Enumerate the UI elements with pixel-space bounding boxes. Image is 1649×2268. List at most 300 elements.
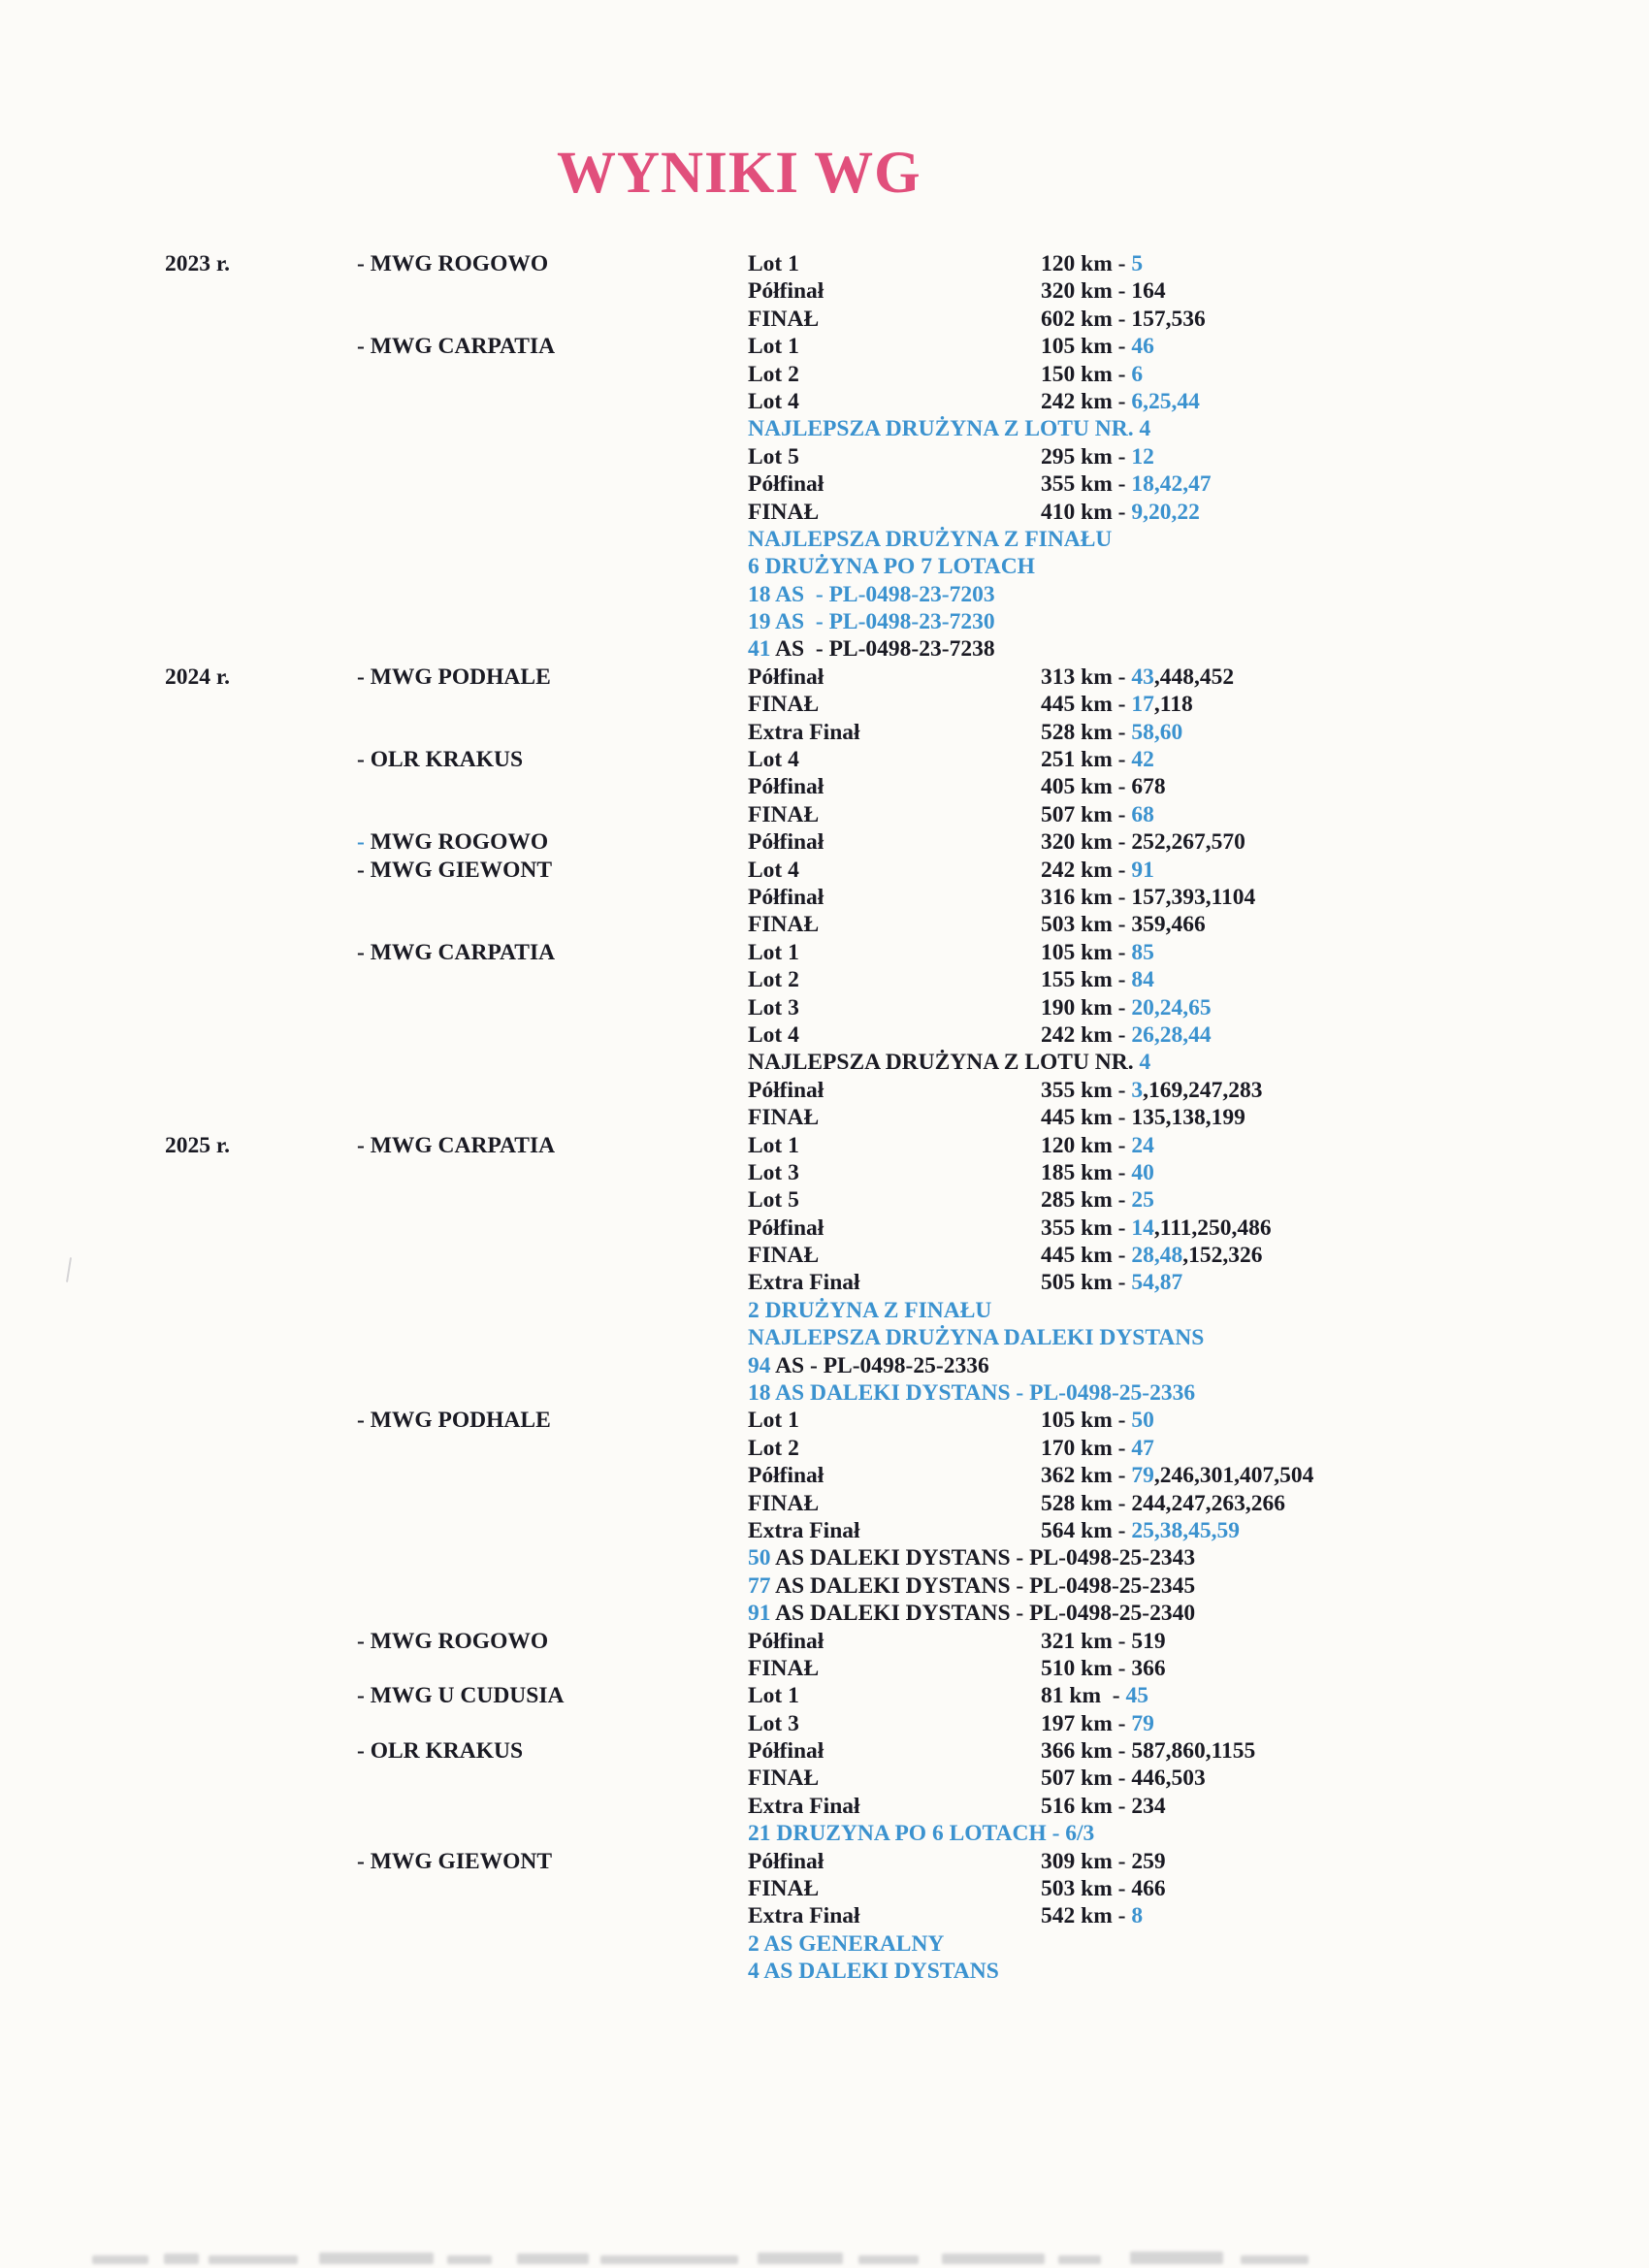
result-value	[1041, 333, 1154, 360]
ink-text: 313 km -	[1041, 664, 1132, 690]
highlight-text: 18 AS DALEKI DYSTANS - PL-0498-25-2336	[748, 1380, 1196, 1407]
highlight-text: 24	[1131, 1132, 1154, 1158]
flight-label: Lot 1	[748, 1408, 799, 1434]
highlight-text: 14	[1131, 1215, 1154, 1241]
result-row	[0, 1490, 1649, 1517]
results-table	[0, 250, 1649, 1986]
highlight-text: 4 AS DALEKI DYSTANS	[748, 1959, 999, 1985]
scan-artifact-bottom	[92, 2245, 1479, 2264]
highlight-text: 28,48	[1131, 1243, 1183, 1269]
result-value	[1041, 1710, 1154, 1737]
ink-text: 516 km - 234	[1041, 1793, 1166, 1819]
result-row	[0, 966, 1649, 993]
highlight-text: 5	[1131, 251, 1144, 276]
result-row	[0, 691, 1649, 718]
ink-text: 410 km -	[1041, 499, 1132, 525]
result-row	[0, 1737, 1649, 1765]
result-value	[1041, 306, 1206, 333]
result-value	[1041, 1186, 1154, 1214]
ink-text: AS - PL-0498-25-2336	[770, 1352, 989, 1378]
ink-text: 528 km - 244,247,263,266	[1041, 1490, 1285, 1516]
result-row	[0, 1269, 1649, 1296]
result-row	[0, 1132, 1649, 1159]
note-line	[748, 1958, 999, 1985]
ink-text: - MWG CARPATIA	[357, 1132, 556, 1158]
highlight-text: 42	[1131, 747, 1154, 773]
note-line	[748, 1352, 989, 1379]
ink-text: AS - PL-0498-23-7238	[770, 636, 995, 663]
note-line	[748, 1379, 1195, 1407]
club-label	[357, 828, 548, 856]
ink-text: 242 km -	[1041, 857, 1132, 883]
result-value	[1041, 1765, 1206, 1792]
note-line	[748, 1324, 1204, 1351]
ink-text: 505 km -	[1041, 1270, 1132, 1296]
result-row	[0, 1600, 1649, 1627]
result-row	[0, 1765, 1649, 1792]
ink-text: 503 km - 359,466	[1041, 912, 1206, 938]
note-line	[748, 635, 995, 663]
note-line	[748, 526, 1112, 553]
ink-text: ,111,250,486	[1153, 1215, 1272, 1241]
highlight-text: 20,24,65	[1131, 994, 1212, 1021]
result-value	[1041, 884, 1255, 911]
highlight-text: 50	[748, 1545, 771, 1571]
ink-text: 81 km -	[1041, 1683, 1126, 1709]
flight-label: Lot 5	[748, 443, 799, 470]
ink-text: 242 km -	[1041, 388, 1132, 414]
highlight-text: 79	[1131, 1710, 1154, 1736]
result-value	[1041, 801, 1154, 828]
result-value	[1041, 746, 1154, 773]
club-label	[357, 1848, 552, 1875]
ink-text: 503 km - 466	[1041, 1876, 1166, 1902]
ink-text: AS DALEKI DYSTANS - PL-0498-25-2340	[770, 1601, 1196, 1627]
result-row	[0, 635, 1649, 663]
ink-text: 542 km -	[1041, 1903, 1132, 1929]
result-row	[0, 1077, 1649, 1104]
flight-label: Półfinał	[748, 1738, 824, 1765]
ink-text: 507 km -	[1041, 801, 1132, 827]
flight-label: Extra Finał	[748, 1270, 860, 1296]
ink-text: 362 km -	[1041, 1463, 1132, 1489]
result-row	[0, 884, 1649, 911]
result-value	[1041, 939, 1154, 966]
ink-text: 445 km - 135,138,199	[1041, 1105, 1245, 1131]
note-line	[748, 608, 995, 635]
flight-label: Lot 4	[748, 747, 799, 773]
result-value	[1041, 1021, 1212, 1049]
result-value	[1041, 773, 1166, 800]
highlight-text: 8	[1131, 1903, 1144, 1929]
result-row	[0, 1379, 1649, 1407]
highlight-text: 6,25,44	[1131, 388, 1200, 414]
flight-label: Półfinał	[748, 884, 824, 910]
note-line	[748, 1297, 991, 1324]
flight-label: Extra Finał	[748, 1793, 860, 1819]
result-value	[1041, 1269, 1182, 1296]
flight-label: Lot 1	[748, 1132, 799, 1158]
highlight-text: 40	[1131, 1159, 1154, 1185]
flight-label: FINAŁ	[748, 1243, 820, 1269]
result-row	[0, 664, 1649, 691]
ink-text: AS DALEKI DYSTANS - PL-0498-25-2345	[770, 1572, 1196, 1599]
note-line	[748, 581, 995, 608]
highlight-text: 91	[748, 1601, 771, 1627]
ink-text: ,152,326	[1182, 1243, 1263, 1269]
flight-label: Półfinał	[748, 471, 824, 498]
result-row	[0, 1049, 1649, 1076]
result-row	[0, 1544, 1649, 1571]
result-value	[1041, 1407, 1154, 1434]
flight-label: Lot 5	[748, 1187, 799, 1214]
highlight-text: 54,87	[1131, 1270, 1183, 1296]
highlight-text: 25	[1131, 1187, 1154, 1214]
result-value	[1041, 719, 1182, 746]
result-row	[0, 1297, 1649, 1324]
flight-label: Extra Finał	[748, 1517, 860, 1543]
highlight-text: 68	[1131, 801, 1154, 827]
flight-label: Lot 2	[748, 1435, 799, 1461]
ink-text: - MWG ROGOWO	[357, 1628, 549, 1654]
result-row	[0, 1324, 1649, 1351]
result-row	[0, 1186, 1649, 1214]
result-value	[1041, 1793, 1166, 1820]
year-label: 2024 r.	[165, 664, 231, 690]
ink-text: 120 km -	[1041, 251, 1132, 276]
result-row	[0, 1875, 1649, 1902]
highlight-text: 45	[1125, 1683, 1148, 1709]
result-value	[1041, 1435, 1154, 1462]
result-row	[0, 1352, 1649, 1379]
result-row	[0, 1435, 1649, 1462]
page-title: WYNIKI WG	[557, 141, 922, 206]
club-label	[357, 1682, 564, 1709]
result-row	[0, 581, 1649, 608]
ink-text: 507 km - 446,503	[1041, 1766, 1206, 1792]
result-value	[1041, 1077, 1262, 1104]
highlight-text: 41	[748, 636, 771, 663]
ink-text: 321 km - 519	[1041, 1628, 1166, 1654]
ink-text: NAJLEPSZA DRUŻYNA Z LOTU NR.	[748, 1050, 1140, 1076]
result-row	[0, 553, 1649, 580]
ink-text: 355 km -	[1041, 1215, 1132, 1241]
result-row	[0, 1462, 1649, 1489]
result-value	[1041, 1848, 1166, 1875]
ink-text: - MWG CARPATIA	[357, 334, 556, 360]
note-line	[748, 1544, 1195, 1571]
result-row	[0, 911, 1649, 938]
flight-label: FINAŁ	[748, 1766, 820, 1792]
highlight-text: NAJLEPSZA DRUŻYNA Z FINAŁU	[748, 526, 1113, 552]
ink-text: 320 km - 164	[1041, 278, 1166, 305]
flight-label: FINAŁ	[748, 692, 820, 718]
club-label	[357, 939, 555, 966]
result-row	[0, 277, 1649, 305]
highlight-text: 19 AS - PL-0498-23-7230	[748, 609, 995, 635]
result-value	[1041, 1682, 1148, 1709]
result-value	[1041, 857, 1154, 884]
highlight-text: 94	[748, 1352, 771, 1378]
result-value	[1041, 361, 1143, 388]
ink-text: 445 km -	[1041, 1243, 1132, 1269]
highlight-text: 9,20,22	[1131, 499, 1200, 525]
ink-text: 564 km -	[1041, 1517, 1132, 1543]
ink-text: 295 km -	[1041, 443, 1132, 470]
result-row	[0, 939, 1649, 966]
flight-label: Lot 4	[748, 1021, 799, 1048]
result-row	[0, 526, 1649, 553]
highlight-text: 91	[1131, 857, 1154, 883]
flight-label: FINAŁ	[748, 499, 820, 525]
flight-label: Półfinał	[748, 278, 824, 305]
result-row	[0, 773, 1649, 800]
result-row	[0, 1407, 1649, 1434]
result-row	[0, 1793, 1649, 1820]
flight-label: FINAŁ	[748, 1105, 820, 1131]
result-value	[1041, 911, 1206, 938]
note-line	[748, 1930, 944, 1958]
result-row	[0, 1215, 1649, 1242]
result-value	[1041, 470, 1212, 498]
note-line	[748, 553, 1035, 580]
result-row	[0, 1021, 1649, 1049]
flight-label: Półfinał	[748, 1215, 824, 1241]
ink-text: 309 km - 259	[1041, 1848, 1166, 1874]
result-value	[1041, 1215, 1272, 1242]
ink-text: - MWG GIEWONT	[357, 857, 553, 883]
ink-text: 355 km -	[1041, 471, 1132, 498]
note-line	[748, 1600, 1195, 1627]
result-value	[1041, 388, 1200, 415]
ink-text: AS DALEKI DYSTANS - PL-0498-25-2343	[770, 1545, 1196, 1571]
highlight-text: 46	[1131, 334, 1154, 360]
result-row	[0, 470, 1649, 498]
result-row	[0, 746, 1649, 773]
result-value	[1041, 1132, 1154, 1159]
result-row	[0, 443, 1649, 470]
club-label	[357, 664, 551, 691]
result-row	[0, 1820, 1649, 1847]
flight-label: Półfinał	[748, 1463, 824, 1489]
flight-label: Extra Finał	[748, 719, 860, 745]
highlight-text: 58,60	[1131, 719, 1183, 745]
result-value	[1041, 1462, 1313, 1489]
ink-text: 510 km - 366	[1041, 1655, 1166, 1681]
result-row	[0, 1682, 1649, 1709]
club-label	[357, 250, 548, 277]
ink-text: - MWG ROGOWO	[357, 251, 549, 276]
club-label	[357, 857, 552, 884]
flight-label: Lot 3	[748, 1159, 799, 1185]
result-row	[0, 499, 1649, 526]
result-value	[1041, 966, 1154, 993]
ink-text: 120 km -	[1041, 1132, 1132, 1158]
highlight-text: 25,38,45,59	[1131, 1517, 1240, 1543]
flight-label: FINAŁ	[748, 1876, 820, 1902]
ink-text: 197 km -	[1041, 1710, 1132, 1736]
result-value	[1041, 1490, 1285, 1517]
flight-label: Półfinał	[748, 774, 824, 800]
flight-label: FINAŁ	[748, 801, 820, 827]
highlight-text: 6	[1131, 361, 1144, 387]
ink-text: 602 km - 157,536	[1041, 306, 1206, 332]
result-row	[0, 719, 1649, 746]
flight-label: Extra Finał	[748, 1903, 860, 1929]
highlight-text: 79	[1131, 1463, 1154, 1489]
result-row	[0, 1104, 1649, 1131]
highlight-text: 3	[1131, 1077, 1144, 1103]
result-value	[1041, 1902, 1143, 1929]
result-value	[1041, 1737, 1255, 1765]
flight-label: Lot 2	[748, 967, 799, 993]
result-row	[0, 333, 1649, 360]
flight-label: Półfinał	[748, 1628, 824, 1654]
result-row	[0, 1930, 1649, 1958]
highlight-text: 85	[1131, 939, 1154, 965]
ink-text: 445 km -	[1041, 692, 1132, 718]
highlight-text: 50	[1131, 1408, 1154, 1434]
ink-text: 251 km -	[1041, 747, 1132, 773]
result-row	[0, 1628, 1649, 1655]
highlight-text: 43	[1131, 664, 1154, 690]
ink-text: 242 km -	[1041, 1021, 1132, 1048]
result-row	[0, 361, 1649, 388]
ink-text: ,246,301,407,504	[1153, 1463, 1314, 1489]
ink-text: 105 km -	[1041, 334, 1132, 360]
result-value	[1041, 994, 1212, 1021]
highlight-text: 47	[1131, 1435, 1154, 1461]
flight-label: Lot 4	[748, 388, 799, 414]
result-row	[0, 388, 1649, 415]
highlight-text: 17	[1131, 692, 1154, 718]
result-value	[1041, 1159, 1154, 1186]
result-value	[1041, 828, 1245, 856]
result-value	[1041, 1104, 1245, 1131]
ink-text: 316 km - 157,393,1104	[1041, 884, 1256, 910]
result-row	[0, 1710, 1649, 1737]
result-row	[0, 828, 1649, 856]
ink-text: ,169,247,283	[1143, 1077, 1263, 1103]
result-value	[1041, 1655, 1166, 1682]
highlight-text: -	[357, 829, 371, 856]
flight-label: Półfinał	[748, 1848, 824, 1874]
result-value	[1041, 499, 1200, 526]
highlight-text: 26,28,44	[1131, 1021, 1212, 1048]
flight-label: Lot 1	[748, 939, 799, 965]
result-row	[0, 994, 1649, 1021]
highlight-text: 21 DRUZYNA PO 6 LOTACH - 6/3	[748, 1821, 1095, 1847]
flight-label: Lot 3	[748, 1710, 799, 1736]
result-row	[0, 1517, 1649, 1544]
result-row	[0, 250, 1649, 277]
highlight-text: 2 AS GENERALNY	[748, 1930, 945, 1957]
ink-text: 355 km -	[1041, 1077, 1132, 1103]
ink-text: 285 km -	[1041, 1187, 1132, 1214]
highlight-text: 4	[1139, 1050, 1151, 1076]
note-line	[748, 1572, 1195, 1600]
highlight-text: 84	[1131, 967, 1154, 993]
ink-text: 105 km -	[1041, 1408, 1132, 1434]
club-label	[357, 1737, 523, 1765]
result-value	[1041, 443, 1154, 470]
result-row	[0, 306, 1649, 333]
result-row	[0, 1655, 1649, 1682]
result-row	[0, 415, 1649, 442]
ink-text: - OLR KRAKUS	[357, 1738, 524, 1765]
ink-text: 190 km -	[1041, 994, 1132, 1021]
result-value	[1041, 664, 1234, 691]
result-row	[0, 1242, 1649, 1269]
highlight-text: 6 DRUŻYNA PO 7 LOTACH	[748, 554, 1035, 580]
ink-text: 320 km - 252,267,570	[1041, 829, 1245, 856]
flight-label: Półfinał	[748, 1077, 824, 1103]
result-row	[0, 1848, 1649, 1875]
ink-text: 528 km -	[1041, 719, 1132, 745]
highlight-text: NAJLEPSZA DRUŻYNA Z LOTU NR. 4	[748, 416, 1151, 442]
result-row	[0, 608, 1649, 635]
ink-text: 185 km -	[1041, 1159, 1132, 1185]
flight-label: FINAŁ	[748, 1490, 820, 1516]
year-label: 2025 r.	[165, 1132, 231, 1158]
result-value	[1041, 1875, 1166, 1902]
highlight-text: 18 AS - PL-0498-23-7203	[748, 581, 995, 607]
ink-text: - MWG PODHALE	[357, 664, 551, 690]
result-row	[0, 1159, 1649, 1186]
ink-text: 155 km -	[1041, 967, 1132, 993]
result-value	[1041, 1628, 1166, 1655]
ink-text: 170 km -	[1041, 1435, 1132, 1461]
club-label	[357, 333, 555, 360]
flight-label: Lot 1	[748, 334, 799, 360]
result-value	[1041, 1242, 1262, 1269]
ink-text: - OLR KRAKUS	[357, 747, 524, 773]
note-line	[748, 1049, 1150, 1076]
flight-label: FINAŁ	[748, 1655, 820, 1681]
club-label	[357, 1628, 548, 1655]
ink-text: ,118	[1153, 692, 1193, 718]
highlight-text: NAJLEPSZA DRUŻYNA DALEKI DYSTANS	[748, 1325, 1205, 1351]
flight-label: FINAŁ	[748, 306, 820, 332]
ink-text: 150 km -	[1041, 361, 1132, 387]
flight-label: FINAŁ	[748, 912, 820, 938]
result-row	[0, 1958, 1649, 1985]
highlight-text: 12	[1131, 443, 1154, 470]
flight-label: Półfinał	[748, 829, 824, 856]
ink-text: 405 km - 678	[1041, 774, 1166, 800]
club-label	[357, 1132, 555, 1159]
result-value	[1041, 1517, 1240, 1544]
ink-text: 105 km -	[1041, 939, 1132, 965]
note-line	[748, 1820, 1094, 1847]
ink-text: - MWG U CUDUSIA	[357, 1683, 565, 1709]
year-label: 2023 r.	[165, 251, 231, 276]
result-value	[1041, 277, 1166, 305]
result-value	[1041, 691, 1193, 718]
flight-label: Półfinał	[748, 664, 824, 690]
flight-label: Lot 4	[748, 857, 799, 883]
ink-text: MWG ROGOWO	[370, 829, 549, 856]
highlight-text: 2 DRUŻYNA Z FINAŁU	[748, 1297, 992, 1323]
flight-label: Lot 3	[748, 994, 799, 1021]
result-row	[0, 801, 1649, 828]
result-row	[0, 1572, 1649, 1600]
result-value	[1041, 250, 1143, 277]
note-line	[748, 415, 1150, 442]
highlight-text: 18,42,47	[1131, 471, 1212, 498]
ink-text: 366 km - 587,860,1155	[1041, 1738, 1256, 1765]
result-row	[0, 857, 1649, 884]
